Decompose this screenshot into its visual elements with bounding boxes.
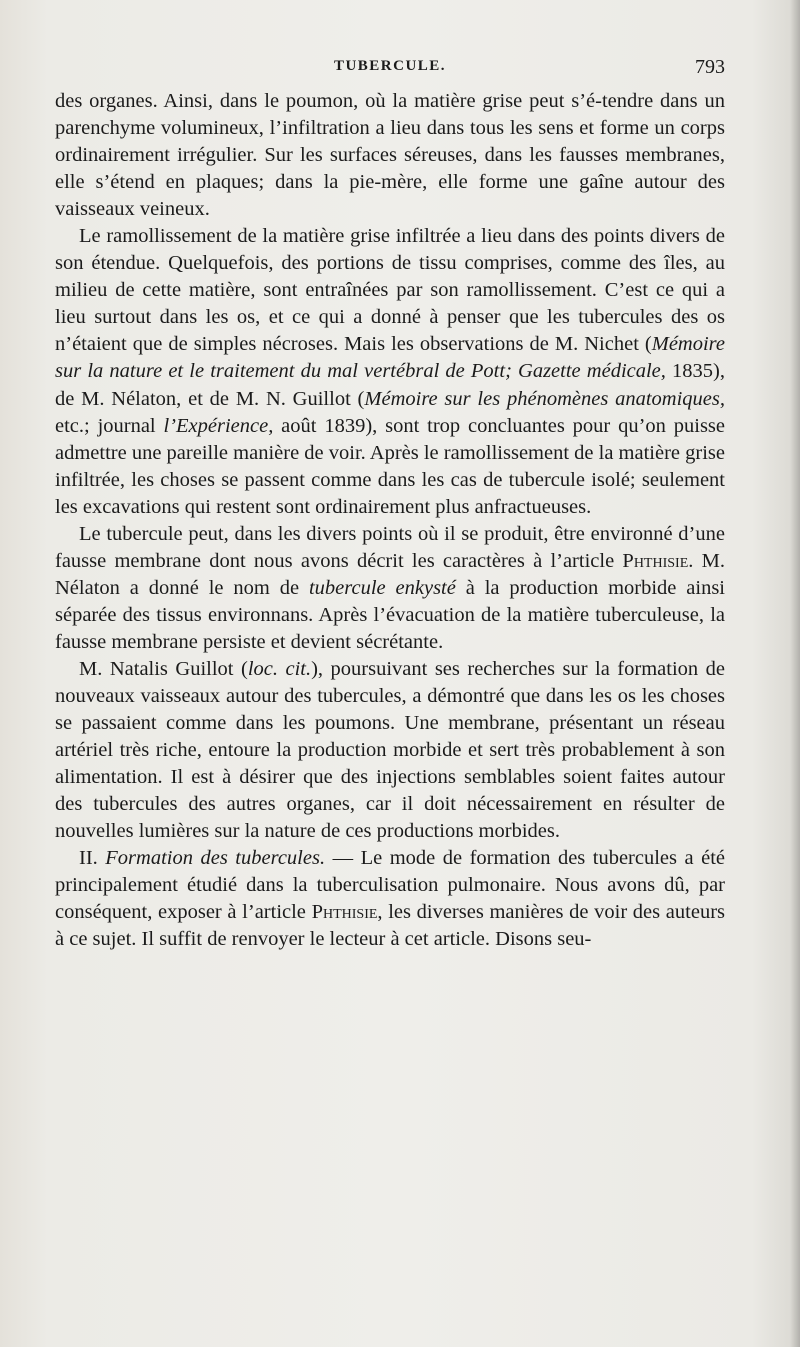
cross-reference-phthisie: Phthisie: [622, 549, 689, 572]
citation-guillot-title: Mémoire sur les phénomènes anatomiques,: [364, 387, 725, 410]
paragraph-3-text-e: à la production morbide ainsi séparée des tissus environnans. Après l’évacuation de la matière tuberculeuse, la fausse membrane persiste et devient sécrétante.: [55, 576, 725, 653]
paragraph-2-text-c: 1835), de M. Nélaton, et de M. N. Guillot (: [55, 360, 726, 410]
paragraph-1-text: des organes. Ainsi, dans le poumon, où la matière grise peut s’é-tendre dans un parenchyme volumineux, l’infiltration a lieu dans tous les sens et forme un corps ordinairement irrégulier. Sur les surfaces séreuses, dans les fausses membranes, elle s’étend en plaques; dans la pie-mère, elle forme une gaîne autour des vaisseaux veineux.: [55, 90, 725, 221]
citation-journal-name: l’Expérience,: [163, 414, 274, 437]
section-number: II.: [79, 847, 106, 870]
paragraph-3: [55, 521, 725, 656]
citation-nichet-title: Mémoire sur la nature et le traitement du mal vertébral de Pott; Gazette médicale,: [55, 333, 725, 383]
page-number: 793: [695, 56, 725, 78]
paragraph-1: [55, 88, 725, 223]
paragraph-2-text-e: etc.; journal: [55, 414, 164, 437]
paragraph-4-text-a: M. Natalis Guillot (: [79, 657, 248, 680]
paragraph-3-text-c: . M. Nélaton a donné le nom de: [55, 549, 725, 599]
paragraph-4-text-c: ), poursuivant ses recherches sur la formation de nouveaux vaisseaux autour des tubercules, a démontré que dans les os les choses se passaient comme dans les poumons. Une membrane, présentant un réseau artériel très riche, entoure la production morbide et sert très probablement à son alimentation. Il est à désirer que des injections semblables soient faites autour des tubercules des autres organes, car il doit nécessairement en résulter de nouvelles lumières sur la nature de ces productions morbides.: [55, 657, 725, 843]
paragraph-2-text-a: Le ramollissement de la matière grise infiltrée a lieu dans des points divers de son étendue. Quelquefois, des portions de tissu comprises, comme des îles, au milieu de cette matière, sont entraînées par son ramollissement. C’est ce qui a lieu surtout dans les os, et ce qui a donné à penser que les tubercules des os n’étaient que de simples nécroses. Mais les observations de M. Nichet (: [55, 225, 725, 356]
paragraph-2-text-g: août 1839), sont trop concluantes pour qu’on puisse admettre une pareille manière de voir. Après le ramollissement de la matière grise infiltrée, les choses se passent comme dans les cas de tubercule isolé; seulement les excavations qui restent sont ordinairement plus anfractueuses.: [55, 414, 725, 518]
section-heading: Formation des tubercules.: [105, 847, 326, 870]
paragraph-5-text-c: — Le mode de formation des tubercules a été principalement étudié dans la tuberculisation pulmonaire. Nous avons dû, par conséquent, exposer à l’article: [55, 847, 726, 924]
paragraph-2: [55, 223, 725, 521]
running-head: [55, 56, 725, 80]
paragraph-5-text-e: , les diverses manières de voir des auteurs à ce sujet. Il suffit de renvoyer le lecteur à cet article. Disons seu-: [55, 901, 725, 951]
running-title: TUBERCULE.: [333, 58, 447, 74]
cross-reference-phthisie-2: Phthisie: [311, 901, 378, 924]
paragraph-4: [55, 656, 725, 845]
paragraph-5: [55, 845, 725, 953]
page-edge-shadow: [790, 0, 800, 1347]
paragraph-3-text-a: Le tubercule peut, dans les divers points où il se produit, être environné d’une fausse membrane dont nous avons décrit les caractères à l’article: [55, 522, 725, 572]
term-tubercule-enkyste: tubercule enkysté: [308, 576, 456, 599]
citation-loc-cit: loc. cit.: [247, 657, 312, 680]
body-text: [55, 88, 725, 954]
